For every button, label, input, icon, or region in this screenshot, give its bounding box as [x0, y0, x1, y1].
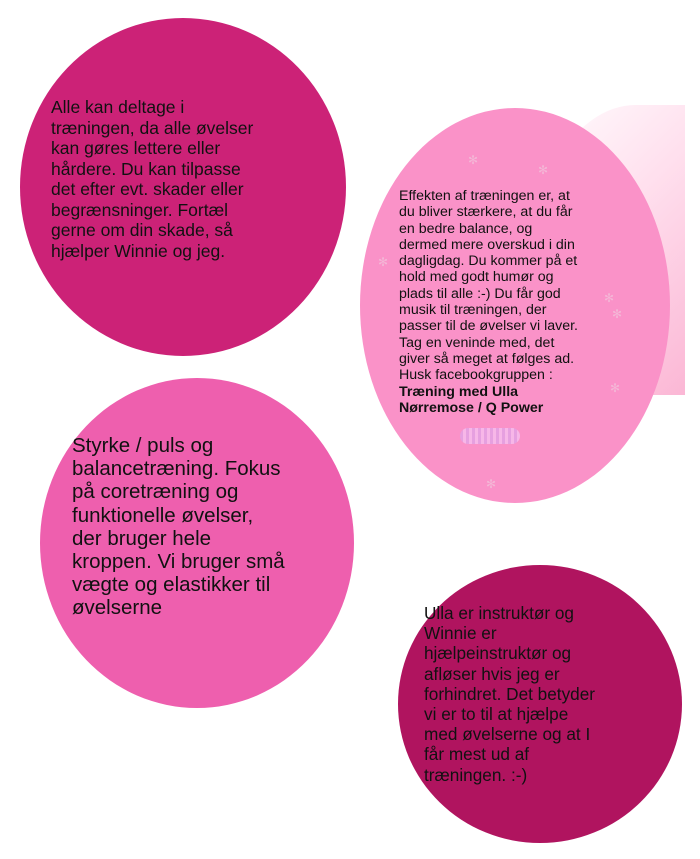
redacted-scribble	[460, 428, 520, 444]
sparkle-icon: ✻	[612, 307, 623, 321]
sparkle-icon: ✻	[378, 255, 389, 269]
effects-text	[399, 188, 578, 416]
effects-bubble	[360, 108, 670, 503]
participation-text: Alle kan deltage i træningen, da alle øvelser kan gøres lettere eller hårdere. Du kan tilpasse det efter evt. skader eller begrænsninger. Fortæl gerne om din skade, så hjælper Winnie og jeg.	[51, 97, 254, 261]
training-type-bubble	[40, 378, 354, 708]
instructors-bubble	[398, 565, 682, 843]
instructors-text: Ulla er instruktør og Winnie er hjælpeinstruktør og afløser hvis jeg er forhindret. Det betyder vi er to til at hjælpe med øvelserne og at I får mest ud af træningen. :-)	[424, 603, 596, 785]
sparkle-icon: ✻	[486, 477, 497, 491]
sparkle-icon: ✻	[538, 163, 549, 177]
sparkle-icon: ✻	[468, 153, 479, 167]
sparkle-icon: ✻	[610, 381, 621, 395]
effects-body: Effekten af træningen er, at du bliver stærkere, at du får en bedre balance, og dermed mere overskud i din dagligdag. Du kommer på et hold med godt humør og plads til alle :-) Du får god musik til træningen, der passer til de øvelser vi laver. Tag en veninde med, det giver så meget at følges ad. Husk facebookgruppen :	[399, 188, 578, 384]
participation-bubble	[20, 18, 346, 356]
facebook-group-name: Træning med Ulla Nørremose / Q Power	[399, 383, 544, 416]
training-type-text: Styrke / puls og balancetræning. Fokus på coretræning og funktionelle øvelser, der bruger hele kroppen. Vi bruger små vægte og elastikker til øvelserne	[72, 434, 285, 620]
sparkle-icon: ✻	[604, 291, 615, 305]
